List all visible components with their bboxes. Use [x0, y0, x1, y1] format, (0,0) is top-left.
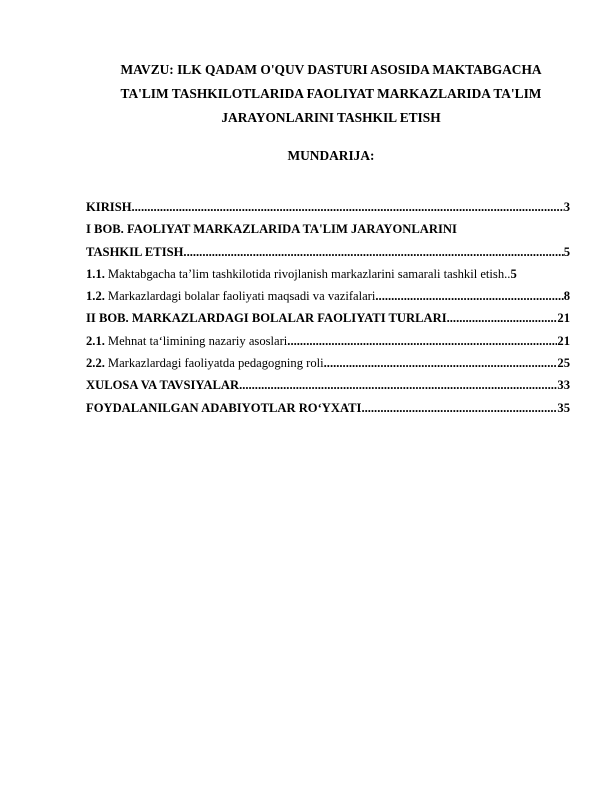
contents-heading: MUNDARIJA: [287, 148, 375, 163]
toc-entry-label: I BOB. FAOLIYAT MARKAZLARIDA TA'LIM JARAYONLARINI [86, 222, 457, 237]
toc-section-number: 2.2. [86, 356, 105, 371]
toc-entry-label: Markazlardagi bolalar faoliyati maqsadi va vazifalari [107, 289, 376, 304]
dot-leader [183, 245, 563, 260]
toc-page-number: 21 [557, 311, 570, 326]
toc-entry-label: Maktabgacha ta’lim tashkilotida rivojlanish markazlarini samarali tashkil etish.. [107, 266, 511, 281]
toc-entry-section-2-2 [86, 356, 570, 378]
toc-section-number: 2.1. [86, 333, 105, 348]
dot-leader [287, 334, 557, 349]
toc-page-number: 33 [557, 378, 570, 393]
toc-entry-label: Mehnat ta‘limining nazariy asoslari [107, 333, 288, 348]
toc-entry-section-2-1 [86, 334, 570, 356]
toc-section-number: 1.2. [86, 289, 105, 304]
toc-entry-label: TASHKIL ETISH [86, 244, 184, 259]
toc-page-number: 35 [557, 400, 570, 415]
toc-page-number: 21 [557, 333, 570, 348]
toc-entry-label: KIRISH [86, 200, 132, 214]
toc-entry-references [86, 401, 570, 423]
toc-section-number: 1.1. [86, 266, 105, 281]
dot-leader [239, 378, 557, 393]
title-line-1: MAVZU: ILK QADAM O'QUV DASTURI ASOSIDA MAKTABGACHA [120, 62, 542, 77]
toc-page-number: 8 [563, 289, 570, 304]
toc-page-number: 3 [563, 200, 570, 214]
dot-leader [132, 200, 564, 215]
document-title [86, 58, 576, 130]
toc-entry-section-1-2 [86, 289, 570, 311]
toc-entry-conclusion [86, 378, 570, 400]
dot-leader [361, 401, 557, 416]
toc-entry-section-1-1 [86, 267, 570, 289]
toc-entry-intro [86, 200, 570, 222]
toc-entry-label: FOYDALANILGAN ADABIYOTLAR RO‘YXATI [86, 400, 362, 415]
title-line-2: TA'LIM TASHKILOTLARIDA FAOLIYAT MARKAZLARIDA TA'LIM [120, 86, 542, 101]
dot-leader [324, 356, 558, 371]
toc-entry-chapter-2 [86, 311, 570, 333]
toc-entry-chapter-1 [86, 245, 570, 267]
toc-page-number: 25 [557, 356, 570, 371]
dot-leader [447, 311, 558, 326]
table-of-contents [86, 200, 570, 423]
toc-page-number: 5 [563, 244, 570, 259]
title-line-3: JARAYONLARINI TASHKIL ETISH [221, 110, 441, 125]
dot-leader [375, 289, 563, 304]
toc-entry-label: II BOB. MARKAZLARDAGI BOLALAR FAOLIYATI TURLARI [86, 311, 447, 326]
toc-entry-label: Markazlardagi faoliyatda pedagogning roli [107, 356, 324, 371]
toc-page-number: 5 [510, 266, 517, 281]
toc-entry-label: XULOSA VA TAVSIYALAR [86, 378, 240, 393]
toc-entry-chapter-1-title [86, 222, 570, 244]
